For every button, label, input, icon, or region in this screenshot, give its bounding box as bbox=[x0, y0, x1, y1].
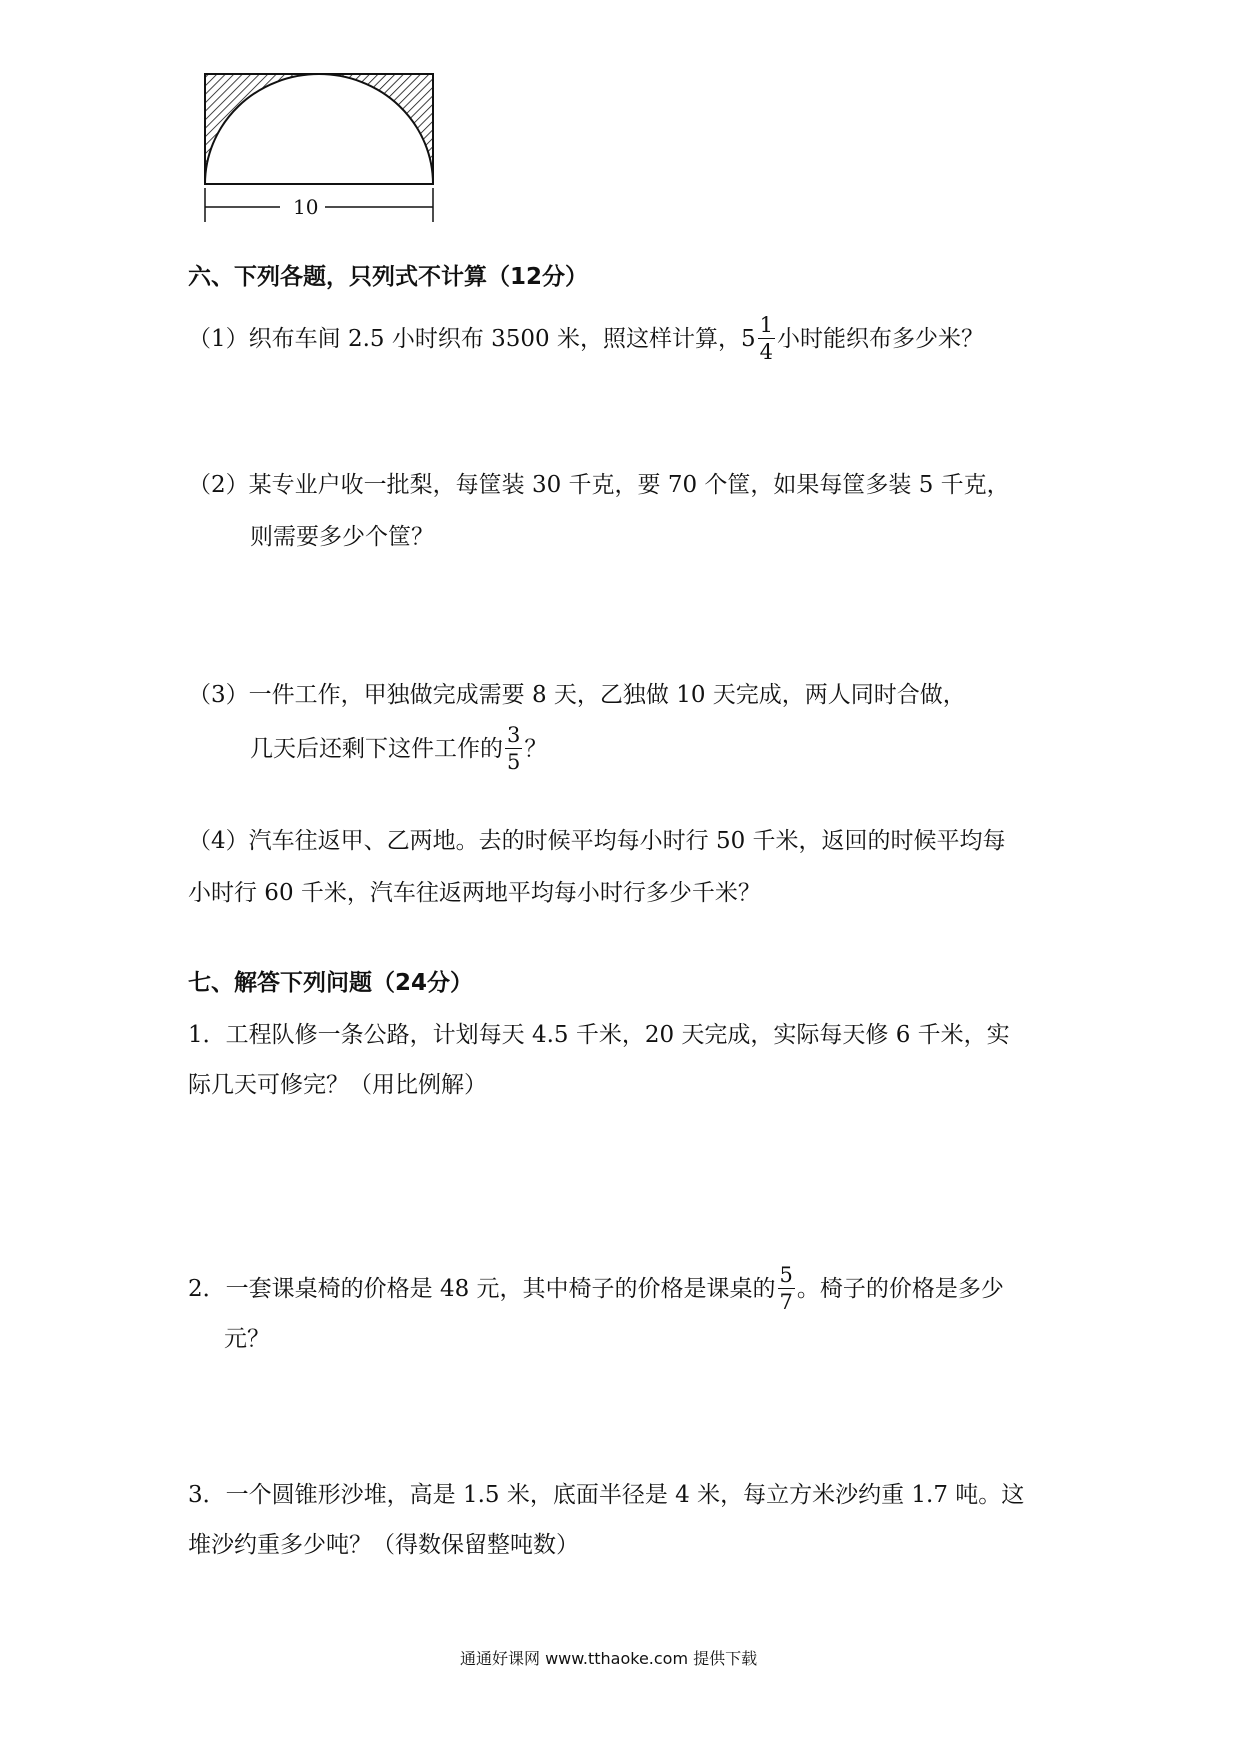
fraction-5-7: $\frac{5}{7}$ bbox=[779, 1263, 793, 1314]
question-6-2-line1: （2）某专业户收一批梨，每筐装 30 千克，要 70 个筐，如果每筐多装 5 千克， bbox=[188, 472, 1010, 498]
dimension-label: 10 bbox=[293, 195, 319, 219]
question-7-1-line2: 际几天可修完？（用比例解） bbox=[188, 1072, 487, 1098]
question-6-3-line2: 几天后还剩下这件工作的 $\frac{3}{5}$ ？ bbox=[250, 723, 548, 774]
question-7-2-line1: 2．一套课桌椅的价格是 48 元，其中椅子的价格是课桌的 $\frac{5}{7}$ 。椅子的价格是多少 bbox=[188, 1263, 1004, 1314]
question-6-3-line1: （3）一件工作，甲独做完成需要 8 天，乙独做 10 天完成，两人同时合做， bbox=[188, 682, 966, 708]
question-7-1-line1: 1．工程队修一条公路，计划每天 4.5 千米，20 天完成，实际每天修 6 千米，实 bbox=[188, 1022, 1010, 1048]
fraction-3-5: $\frac{3}{5}$ bbox=[507, 723, 521, 774]
section6-heading: 六、下列各题，只列式不计算（12分） bbox=[188, 264, 589, 290]
question-6-1: （1）织布车间 2.5 小时织布 3500 米，照这样计算，5 $\frac{1}{4}$ 小时能织布多少米？ bbox=[188, 313, 984, 364]
section7-heading: 七、解答下列问题（24分） bbox=[188, 970, 474, 996]
question-6-4-line2: 小时行 60 千米，汽车往返两地平均每小时行多少千米？ bbox=[188, 880, 761, 906]
fraction-1-4: $\frac{1}{4}$ bbox=[759, 313, 773, 364]
question-7-3-line1: 3．一个圆锥形沙堆，高是 1.5 米，底面半径是 4 米，每立方米沙约重 1.7 吨。这 bbox=[188, 1482, 1025, 1508]
question-6-4-line1: （4）汽车往返甲、乙两地。去的时候平均每小时行 50 千米，返回的时候平均每 bbox=[188, 828, 1006, 854]
semicircle-figure bbox=[195, 70, 445, 230]
footer-text: 通通好课网 www.tthaoke.com 提供下载 bbox=[460, 1649, 758, 1668]
question-7-2-line2: 元？ bbox=[224, 1326, 270, 1352]
question-6-2-line2: 则需要多少个筐？ bbox=[250, 524, 434, 550]
question-7-3-line2: 堆沙约重多少吨？（得数保留整吨数） bbox=[188, 1532, 579, 1558]
